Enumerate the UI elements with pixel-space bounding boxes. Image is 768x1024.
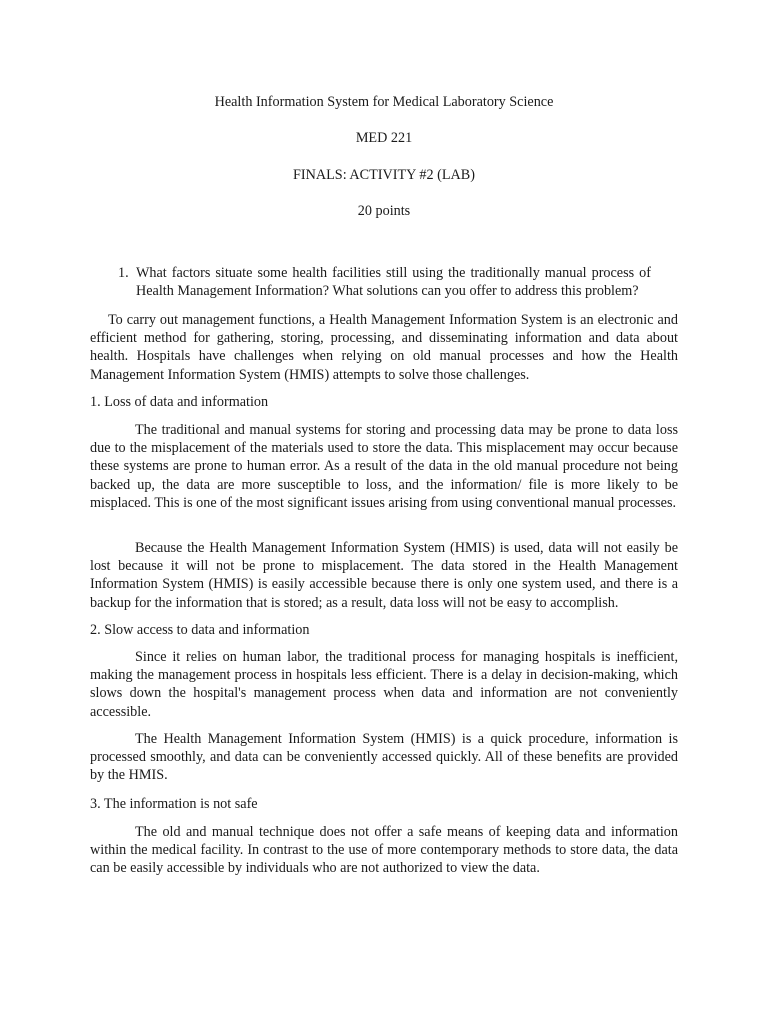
- section-2-para-1-block: [90, 648, 678, 721]
- points-label: 20 points: [357, 203, 411, 219]
- course-code: MED 221: [355, 130, 413, 146]
- section-3-para-1-block: [90, 823, 678, 878]
- section-paragraph: The Health Management Information System (HMIS) is a quick procedure, information is processed smoothly, and data can be conveniently accessed quickly. All of these benefits are provided by the HMIS.: [90, 731, 678, 784]
- section-paragraph: Since it relies on human labor, the traditional process for managing hospitals is inefficient, making the management process in hospitals less efficient. There is a delay in decision-making, which slows down the hospital's management process when data and information are not conveniently accessible.: [90, 649, 678, 720]
- section-heading: 1. Loss of data and information: [90, 394, 269, 410]
- question-number: 1.: [118, 265, 129, 281]
- section-paragraph: The traditional and manual systems for storing and processing data may be prone to data loss due to the misplacement of the materials used to store the data. This misplacement may occur because these systems are prone to human error. As a result of the data in the old manual procedure not being backed up, the data are more susceptible to loss, and the information/ file is more likely to be misplaced. This is one of the most significant issues arising from using conventional manual processes.: [90, 422, 678, 511]
- activity-label: FINALS: ACTIVITY #2 (LAB): [293, 167, 475, 183]
- section-heading: 3. The information is not safe: [90, 796, 258, 812]
- section-1-para-2-block: [90, 539, 678, 612]
- section-2-para-2-block: [90, 730, 678, 785]
- intro-paragraph-block: [90, 311, 678, 384]
- intro-paragraph: To carry out management functions, a Health Management Information System is an electronic and efficient method for gathering, storing, processing, and disseminating information and data about health. Hospitals have challenges when relying on old manual processes and how the Health Management Information System (HMIS) attempts to solve those challenges.: [90, 312, 678, 383]
- section-1-para-1-block: [90, 421, 678, 512]
- question-text: What factors situate some health facilities still using the traditionally manual process of Health Management Information? What solutions can you offer to address this problem?: [136, 265, 651, 300]
- section-2-heading-block: [90, 621, 678, 639]
- section-3-heading-block: [90, 795, 678, 813]
- section-paragraph: The old and manual technique does not offer a safe means of keeping data and information within the medical facility. In contrast to the use of more contemporary methods to store data, the data can be easily accessible by individuals who are not authorized to view the data.: [90, 824, 678, 877]
- section-1-heading-block: [90, 393, 678, 411]
- document-title: Health Information System for Medical Laboratory Science: [214, 94, 554, 110]
- question-block: [118, 264, 651, 300]
- section-paragraph: Because the Health Management Information System (HMIS) is used, data will not easily be lost because it will not be prone to misplacement. The data stored in the Health Management Information System (HMIS) is easily accessible because there is only one system used, and there is a backup for the information that is stored; as a result, data loss will not be easy to accomplish.: [90, 540, 678, 611]
- section-heading: 2. Slow access to data and information: [90, 622, 310, 638]
